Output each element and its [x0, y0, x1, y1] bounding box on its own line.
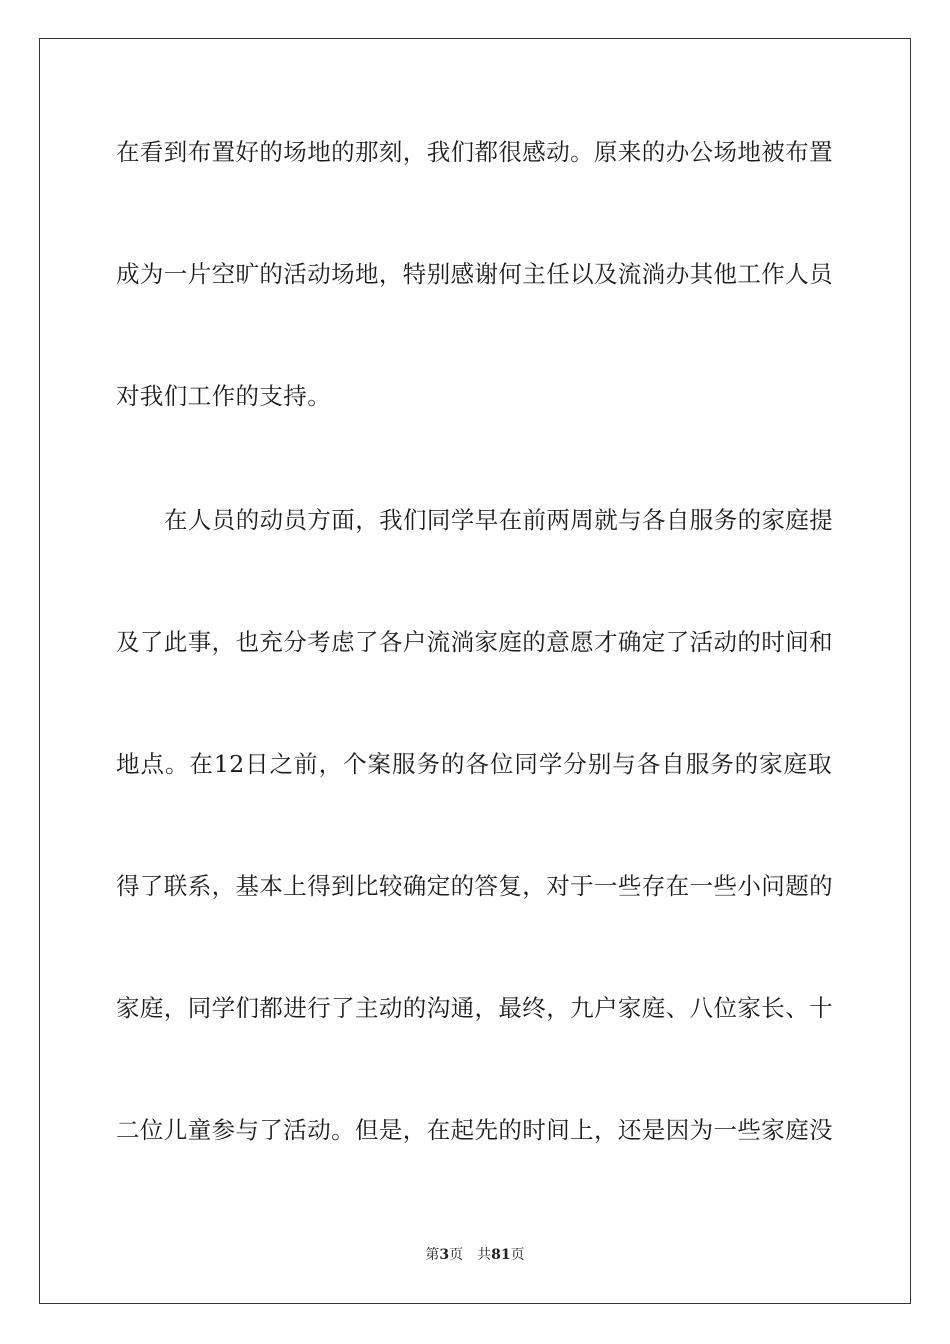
total-prefix: 共 [477, 1247, 492, 1263]
page-number: 3 [439, 1247, 450, 1263]
page-footer [0, 1246, 950, 1264]
text-line: 地点。在12日之前，个案服务的各位同学分别与各自服务的家庭取 [116, 750, 832, 778]
total-pages: 81 [491, 1247, 511, 1263]
page-prefix: 第 [425, 1247, 440, 1263]
page-suffix: 页 [449, 1247, 464, 1263]
total-suffix: 页 [510, 1247, 525, 1263]
text-line: 成为一片空旷的活动场地，特别感谢何主任以及流淌办其他工作人员 [116, 260, 833, 288]
text-line: 二位儿童参与了活动。但是，在起先的时间上，还是因为一些家庭没 [116, 1116, 833, 1144]
text-line: 家庭，同学们都进行了主动的沟通，最终，九户家庭、八位家长、十 [116, 994, 833, 1022]
paragraph-first-line: 在人员的动员方面，我们同学早在前两周就与各自服务的家庭提 [164, 506, 834, 534]
text-line: 得了联系，基本上得到比较确定的答复，对于一些存在一些小问题的 [116, 872, 833, 900]
text-line: 在看到布置好的场地的那刻，我们都很感动。原来的办公场地被布置 [116, 138, 833, 166]
text-line: 对我们工作的支持。 [116, 382, 332, 410]
text-line: 及了此事，也充分考虑了各户流淌家庭的意愿才确定了活动的时间和 [116, 628, 833, 656]
